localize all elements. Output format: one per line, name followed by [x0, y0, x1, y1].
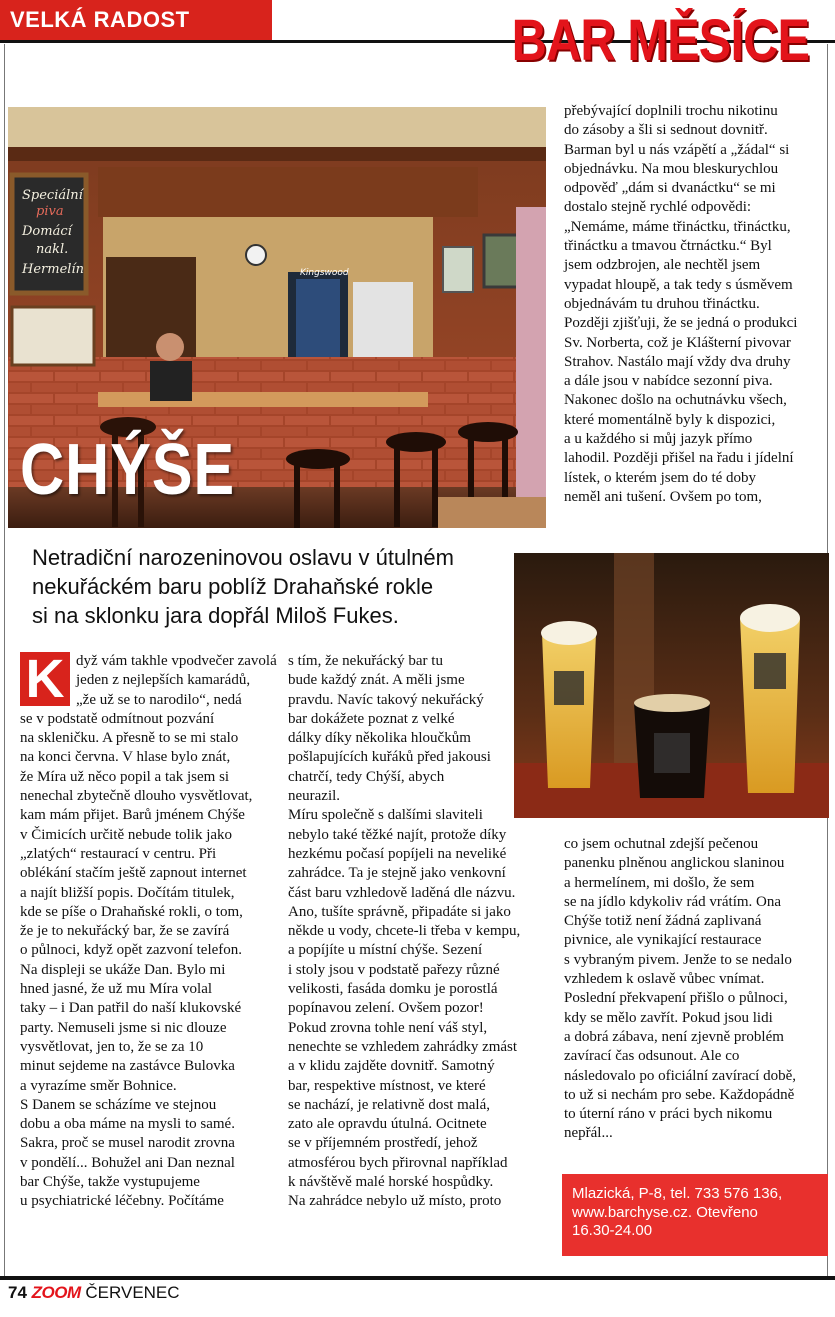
- text-line: zato ale opravdu útulná. Ocitnete: [288, 1116, 487, 1133]
- text-line: velikosti, fasáda domku je porostlá: [288, 981, 498, 998]
- text-line: neměl ani tušení. Ovšem po tom,: [564, 488, 762, 505]
- chalkboard-line-2: piva: [36, 204, 64, 219]
- text-line: nenechte se vzhledem zahrádky zmást: [288, 1038, 518, 1055]
- text-line: S Danem se scházíme ve stejnou: [20, 1096, 217, 1113]
- photo-title: CHÝŠE: [20, 430, 236, 510]
- text-column-1: [20, 652, 277, 1212]
- text-line: hezkému počasí popíjeli na neveliké: [288, 845, 507, 862]
- info-hours: 16.30-24.00: [572, 1222, 653, 1239]
- text-line: Později zjišťuji, že se jedná o produkci: [564, 315, 798, 332]
- info-address: Mlazická, P-8, tel. 733 576 136,: [572, 1185, 783, 1202]
- beer-glasses-photo: [514, 553, 829, 818]
- text-line: kdy se mělo zavřít. Pokud jsou lidi: [564, 1009, 773, 1026]
- text-line: v pondělí... Bohužel ani Dan neznal: [20, 1154, 235, 1171]
- issue-month: ČERVENEC: [85, 1283, 180, 1302]
- text-line: Na displeji se ukáže Dan. Bylo mi: [20, 961, 226, 978]
- text-line: že Míra už něco popil a tak jsem si: [20, 768, 230, 785]
- text-line: a hermelínem, mi došlo, že sem: [564, 874, 755, 891]
- text-line: se nachází, je relativně dost malá,: [288, 1096, 490, 1113]
- text-line: chatrčí, tedy Chýší, abych: [288, 768, 445, 785]
- text-line: a u každého si můj jazyk přímo: [564, 431, 753, 448]
- text-line: a v klidu zajděte dovnitř. Samotný: [288, 1058, 495, 1075]
- text-column-top-right: [564, 102, 797, 507]
- text-line: dálky díky několika hloučkům: [288, 730, 471, 747]
- text-line: kde se píše o Drahaňské rokli, o tom,: [20, 903, 243, 920]
- text-line: nebylo také těžké najít, protože díky: [288, 826, 507, 843]
- text-line: neurazil.: [288, 788, 341, 805]
- text-line: bar Chýše, takže vystupujeme: [20, 1174, 200, 1191]
- text-line: co jsem ochutnal zdejší pečenou: [564, 836, 759, 852]
- text-line: jeden z nejlepších kamarádů,: [76, 672, 251, 689]
- text-line: „že už se to narodilo“, nedá: [76, 691, 242, 708]
- text-line: dobu a oba máme na mysli to samé.: [20, 1116, 235, 1133]
- text-line: bar dokážete poznat z velké: [288, 710, 455, 727]
- text-line: na skleničku. A přesně to se mi stalo: [20, 730, 239, 747]
- text-line: k návštěvě malé horské hospůdky.: [288, 1174, 494, 1191]
- lead-paragraph: [32, 543, 512, 630]
- text-line: lístek, o kterém jsem do té doby: [564, 469, 757, 486]
- text-line: s tím, že nekuřácký bar tu: [288, 653, 443, 669]
- lead-line: si na sklonku jara dopřál Miloš Fukes.: [32, 603, 399, 628]
- lead-line: Netradiční narozeninovou oslavu v útulném: [32, 545, 454, 570]
- text-line: pivnice, ale vynikající restaurace: [564, 932, 762, 949]
- text-line: vypadat hloupě, a tak tedy s úsměvem: [564, 276, 793, 293]
- text-line: „Nemáme, máme třináctku, třináctku,: [564, 218, 791, 235]
- text-line: pravdu. Navíc takový nekuřácký: [288, 691, 484, 708]
- text-line: oblékání stačím ještě zapnout internet: [20, 865, 247, 882]
- page-border-left: [4, 44, 5, 1276]
- text-line: Míru společně s dalšími slaviteli: [288, 807, 483, 824]
- text-line: „zlatých“ restaurací v centru. Při: [20, 845, 217, 862]
- text-line: taky – i Dan patřil do naší klukovské: [20, 1000, 242, 1017]
- text-line: nepřál...: [564, 1125, 613, 1142]
- text-line: objednávku. Na mou bleskurychlou: [564, 160, 779, 177]
- text-line: Poslední překvapení přišlo o půlnoci,: [564, 990, 788, 1007]
- text-line: zahrádce. Ta je stejně jako venkovní: [288, 865, 506, 882]
- text-column-1-rest: [20, 710, 277, 1212]
- chalkboard-line-4: nakl.: [36, 242, 69, 257]
- text-line: hned jasné, že už mu Míra volal: [20, 981, 213, 998]
- feature-title: BAR MĚSÍCE: [511, 8, 809, 73]
- text-line: vzhledem k oslavě vůbec vnímat.: [564, 971, 765, 988]
- text-line: bude každý znát. A měli jsme: [288, 672, 465, 689]
- drop-cap: K: [20, 652, 70, 706]
- text-line: Nakonec došlo na ochutnávku všech,: [564, 392, 787, 409]
- text-line: Sv. Norberta, což je Klášterní pivovar: [564, 334, 791, 351]
- info-website: www.barchyse.cz. Otevřeno: [572, 1203, 758, 1221]
- section-tag: VELKÁ RADOST: [0, 0, 272, 40]
- text-line: někde u vody, chcete-li třeba v kempu,: [288, 923, 521, 940]
- text-line: které momentálně byly k dispozici,: [564, 411, 776, 428]
- text-line: a najít bližší popis. Dočítám titulek,: [20, 884, 235, 901]
- beer-glasses-illustration: [514, 553, 829, 818]
- text-column-3: [564, 835, 796, 1144]
- text-line: Barman byl u nás vzápětí a „žádal“ si: [564, 141, 790, 158]
- footer-rule: [0, 1276, 835, 1280]
- chalkboard-line-1: Speciální: [22, 188, 83, 203]
- text-line: minut sejdeme na zastávce Bulovka: [20, 1058, 235, 1075]
- text-line: i stoly jsou v podstatě pařezy různé: [288, 961, 500, 978]
- text-line: jsem odzbrojen, ale nechtěl jsem: [564, 257, 761, 274]
- chalkboard-line-3: Domácí: [22, 224, 72, 239]
- text-line: to úterní ráno v práci bych nikomu: [564, 1106, 773, 1123]
- text-line: a popíjíte u místní chýše. Sezení: [288, 942, 483, 959]
- text-line: bar, respektive místnost, ve které: [288, 1077, 486, 1094]
- text-line: se v podstatě odmítnout pozvání: [20, 710, 215, 727]
- text-line: dyž vám takhle vpodvečer zavolá: [76, 653, 277, 669]
- text-line: lahodil. Později přišel na řadu i jídelní: [564, 450, 794, 467]
- text-line: s vybraným pivem. Jenže to se nedalo: [564, 951, 792, 968]
- text-line: Ano, tušíte správně, připadáte si jako: [288, 903, 511, 920]
- text-column-2: [288, 652, 520, 1212]
- text-line: u psychiatrické léčebny. Počítáme: [20, 1193, 224, 1210]
- text-line: přebývající doplnili trochu nikotinu: [564, 103, 778, 119]
- text-line: a dále jsou v nabídce sezonní piva.: [564, 373, 773, 390]
- text-line: Sakra, proč se musel narodit zrovna: [20, 1135, 235, 1152]
- text-line: to už si nechám pro sebe. Každopádně: [564, 1086, 795, 1103]
- text-line: objednávám tu druhou třináctku.: [564, 295, 760, 312]
- text-line: do zásoby a šli si sednout dovnitř.: [564, 122, 768, 139]
- text-line: party. Nemuseli jsme si nic dlouze: [20, 1019, 227, 1036]
- lead-line: nekuřáckém baru poblíž Drahaňské rokle: [32, 574, 434, 599]
- chalkboard-line-5: Hermelín: [22, 262, 84, 277]
- text-line: následovalo po oficiální zavírací době,: [564, 1067, 796, 1084]
- text-line: Strahov. Nastálo mají vždy dva druhy: [564, 353, 791, 370]
- text-line: odpověď „dám si dvanáctku“ se mi: [564, 180, 776, 197]
- text-line: a vyrazíme směr Bohnice.: [20, 1077, 177, 1094]
- text-line: v Čimicích určitě nebude tolik jako: [20, 826, 233, 843]
- page-number: 74: [8, 1283, 27, 1302]
- info-box: [562, 1174, 828, 1256]
- text-line: nenechal zbytečně dlouho vysvětlovat,: [20, 788, 253, 805]
- page-footer: [8, 1282, 180, 1304]
- text-line: na konci června. V hlase bylo znát,: [20, 749, 231, 766]
- text-line: Pokud zrovna tohle není váš styl,: [288, 1019, 488, 1036]
- fridge-brand: Kingswood: [300, 268, 349, 278]
- magazine-logo: ZOOM: [31, 1283, 81, 1302]
- text-line: vysvětlovat, jen to, že se za 10: [20, 1038, 204, 1055]
- text-line: atmosférou bych přirovnal například: [288, 1154, 508, 1171]
- text-line: panenku plněnou anglickou slaninou: [564, 855, 785, 872]
- text-line: že je to nekuřácký bar, že se zavírá: [20, 923, 230, 940]
- text-line: popínavou zelení. Ovšem pozor!: [288, 1000, 484, 1017]
- text-line: kam mám přijet. Barů jménem Chýše: [20, 807, 245, 824]
- text-line: zavírací čas odsunout. Ale co: [564, 1048, 740, 1065]
- text-line: část baru vzhledově laděná dle názvu.: [288, 884, 516, 901]
- text-line: o půlnoci, když opět zazvoní telefon.: [20, 942, 243, 959]
- text-line: Chýše totiž není žádná zaplivaná: [564, 913, 762, 930]
- text-line: Na zahrádce nebylo už místo, proto: [288, 1193, 502, 1210]
- text-line: pošlapujících kuřáků před jakousi: [288, 749, 491, 766]
- text-line: dostalo stejně rychlé odpovědi:: [564, 199, 752, 216]
- text-line: se v příjemném prostředí, jehož: [288, 1135, 478, 1152]
- text-line: a dobrá zábava, není zjevně problém: [564, 1028, 784, 1045]
- text-line: se na jídlo kdykoliv rád vrátím. Ona: [564, 893, 782, 910]
- text-line: třináctku a tmavou čtrnáctku.“ Byl: [564, 238, 772, 255]
